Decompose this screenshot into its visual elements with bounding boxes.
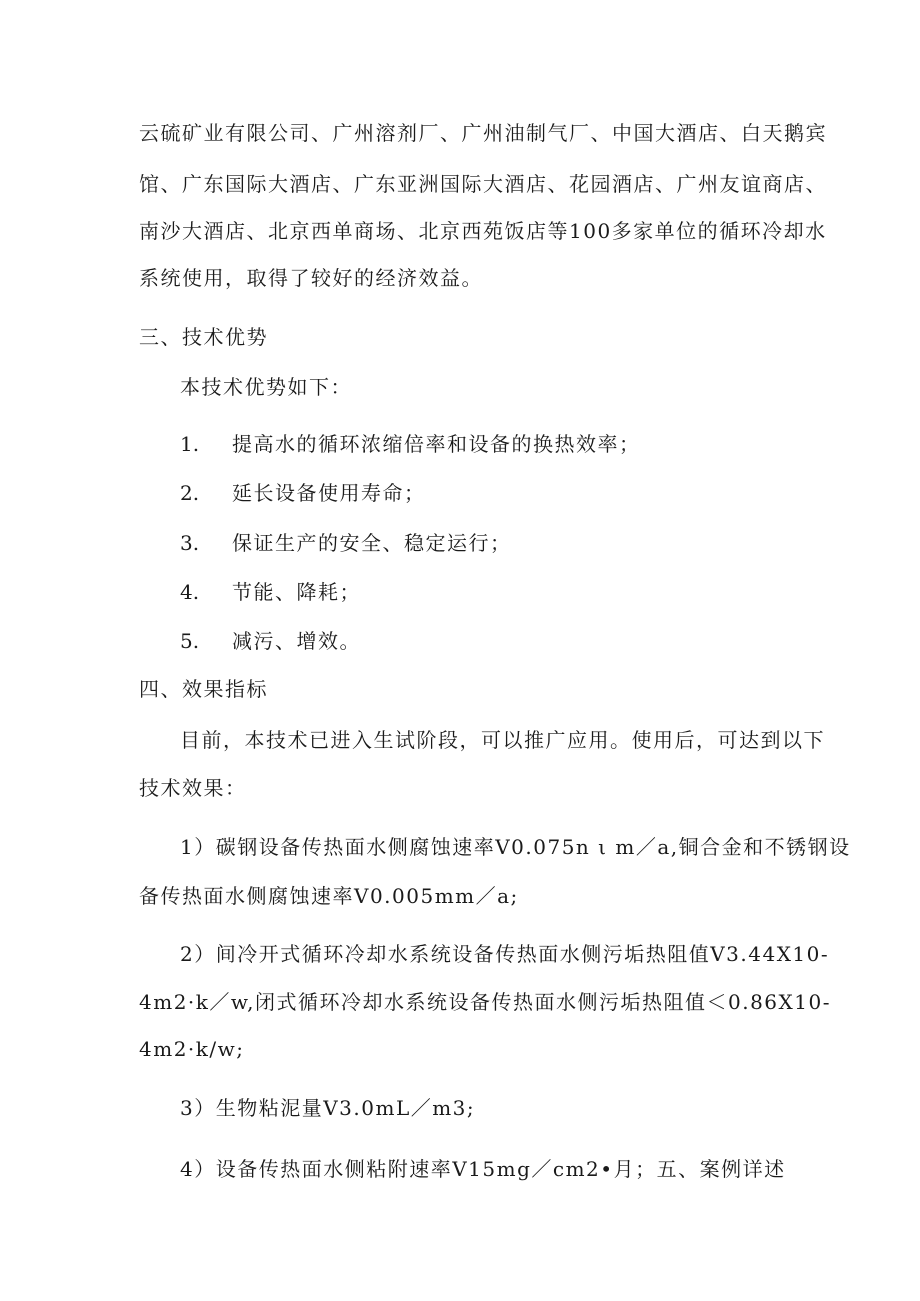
advantage-number: 3. bbox=[180, 531, 200, 555]
section3-heading: 三、技术优势 bbox=[139, 325, 268, 349]
advantage-text: 节能、降耗； bbox=[232, 580, 361, 604]
advantage-number: 1. bbox=[180, 432, 200, 456]
section4-lead-line-2: 技术效果： bbox=[139, 776, 247, 800]
effect-1-line-2: 备传热面水侧腐蚀速率V0.005mm／a; bbox=[139, 884, 519, 908]
effect-2-line-2: 4m2·k／w,闭式循环冷却水系统设备传热面水侧污垢热阻值＜0.86X10- bbox=[139, 990, 831, 1014]
intro-line-4: 系统使用，取得了较好的经济效益。 bbox=[139, 266, 483, 290]
advantage-number: 5. bbox=[180, 629, 200, 653]
intro-line-3: 南沙大酒店、北京西单商场、北京西苑饭店等100多家单位的循环冷却水 bbox=[139, 219, 827, 243]
section3-lead: 本技术优势如下： bbox=[180, 375, 352, 399]
effect-1-line-1: 1）碳钢设备传热面水侧腐蚀速率V0.075n ι m／a,铜合金和不锈钢设 bbox=[180, 835, 851, 859]
advantage-text: 减污、增效。 bbox=[232, 629, 361, 653]
section4-lead-line-1: 目前，本技术已进入生试阶段，可以推广应用。使用后，可达到以下 bbox=[180, 728, 825, 752]
effect-4-line-1: 4）设备传热面水侧粘附速率V15mg／cm2•月；五、案例详述 bbox=[180, 1157, 786, 1181]
advantage-text: 延长设备使用寿命； bbox=[232, 481, 426, 505]
section4-heading: 四、效果指标 bbox=[139, 677, 268, 701]
advantage-text: 保证生产的安全、稳定运行； bbox=[232, 531, 512, 555]
intro-line-1: 云硫矿业有限公司、广州溶剂厂、广州油制气厂、中国大酒店、白天鹅宾 bbox=[139, 121, 827, 145]
effect-2-line-1: 2）间冷开式循环冷却水系统设备传热面水侧污垢热阻值V3.44X10- bbox=[180, 942, 830, 966]
intro-line-2: 馆、广东国际大酒店、广东亚洲国际大酒店、花园酒店、广州友谊商店、 bbox=[139, 172, 827, 196]
effect-3-line-1: 3）生物粘泥量V3.0mL／m3; bbox=[180, 1096, 476, 1120]
advantage-number: 4. bbox=[180, 580, 200, 604]
advantage-number: 2. bbox=[180, 481, 200, 505]
effect-2-line-3: 4m2·k/w; bbox=[139, 1037, 245, 1061]
advantage-text: 提高水的循环浓缩倍率和设备的换热效率； bbox=[232, 432, 641, 456]
